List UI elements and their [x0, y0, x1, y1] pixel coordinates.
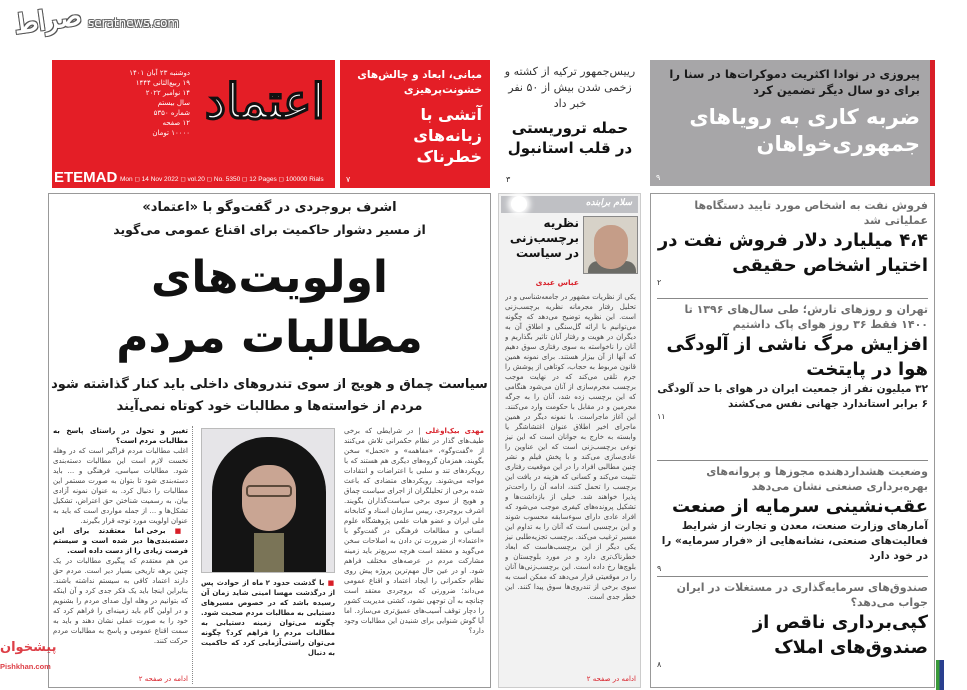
pishkhan-url: Pishkhan.com	[0, 662, 51, 671]
continued-link[interactable]: ادامه در صفحه ۲	[53, 672, 188, 684]
date-line: ۱۹ ربیع‌الثانی ۱۴۴۴	[135, 79, 190, 87]
story-industry[interactable]	[657, 464, 928, 574]
photo-head	[594, 225, 628, 269]
page-number: ۹	[657, 564, 662, 573]
photo-scarf	[254, 533, 284, 573]
article-author: مهدی بیک‌اوغلی	[425, 427, 484, 435]
teaser-headline: ضربه کاری به رویاهای جمهوری‌خواهان	[689, 105, 920, 156]
main-subhead-line-1: سیاست چماق و هویج از سوی تندروهای داخلی باید کنار گذاشته شود	[51, 377, 488, 392]
story-kicker: وضعیت هشداردهنده مجوزها و پروانه‌های بهره‌برداری صنعتی نشان می‌دهد	[706, 465, 928, 493]
page-number: ۱۱	[657, 412, 666, 421]
opinion-text: یکی از نظریات مشهور در جامعه‌شناسی و در تحلیل رفتار مجرمانه نظریه برچسب‌زنی است. این نظریه توضیح می‌دهد که چگونه می‌توانیم با ارائه گل‌سنگی و اطلاق آن به دیگران در هویت و رفتار آنان تاثیر بگذاریم و آنان را ناخواسته به سوی رفتاری سوق دهیم که آنها از آن بیزار هستند. برای نمونه همین قانون مربوط به حجاب، کوتاهی از پوشش را جرم تلقی می‌کند که در نهایت موجب برچسب مجرم‌سازی از آنان می‌شود هنگامی که این برچسب زده شد، آنان را به جرگه مجرمین و در مقابل با حکومت وارد می‌کنند. این آغاز ماجراست. با نمونه دیگر در همین ماجرای اخیر اطلاق عنوان اغتشاشگر یا وابسته به خارج به جوانان است که این نیز نوعی برچسب‌زنی است که این عناوین را عادی‌سازی می‌کند و با پخش فیلم و نشر چنین مطالبی افراد را در این موقعیت رفتاری تثبیت می‌کند و کسانی که هزینه در یافت این برچسب را تحمل کنند، ادامه آن را راحت‌تر پذیرا خواهند شد. خیلی از بازداشت‌ها و تشکیل پرونده‌های کیفری موجب می‌شود که افراد عادی دارای سوءسابقه محسوب شوند و این برچسبی است که آنان را به تداوم این مسیر ترغیب می‌کند. برچسب تجزیه‌طلبی نیز یکی دیگر از این برچسب‌هاست که ابعاد خطرناک‌تری دارد و در مورد بلوچستان و بلوچ‌ها رخ داده است. این برچسب‌زنی‌ها آنان را در موقعیتی قرار می‌دهد که ممکن است به سوی برخی از تندروی‌ها سوق پیدا کنند. این خطر جدی است.	[505, 293, 636, 601]
opinion-column[interactable]	[498, 193, 641, 688]
teaser-kicker: مبانی، ابعاد و چالش‌های خشونت‌پرهیزی	[357, 69, 482, 96]
page-number: ۳	[506, 175, 511, 184]
story-pollution[interactable]	[657, 302, 928, 422]
right-news-column	[650, 193, 935, 688]
question-text: برخی اما معتقدند برای این دسته‌بندی‌ها دیر شده است و سیستم فرصت زیادی را از دست داده است.	[53, 527, 188, 555]
main-headline	[49, 248, 490, 368]
issue-date-block	[114, 68, 190, 138]
main-kicker-1: اشرف بروجردی در گفت‌وگو با «اعتماد»	[142, 200, 397, 215]
story-headline: عقب‌نشینی سرمایه از صنعت	[671, 496, 928, 517]
bullet-icon: ■	[165, 527, 188, 535]
story-deck: ۳۲ میلیون نفر از جمعیت ایران در هوای با حد آلودگی ۶ برابر استاندارد جهانی نفس می‌کشند	[657, 383, 928, 410]
edge-color-accent	[936, 660, 944, 690]
teaser-headline: حمله تروریستی در قلب استانبول	[507, 119, 633, 157]
interviewee-photo	[201, 428, 335, 573]
story-oil[interactable]	[657, 198, 928, 288]
photo-question	[201, 578, 335, 682]
continued-link[interactable]: ادامه در صفحه ۲	[586, 675, 636, 683]
newspaper-title: اعتماد	[204, 74, 325, 130]
teaser-kicker: رییس‌جمهور ترکیه از کشته و زخمی شدن بیش از ۵۰ نفر خبر داد	[504, 65, 636, 110]
main-intro-column	[344, 426, 484, 684]
divider	[657, 576, 928, 577]
interview-flow	[53, 426, 188, 672]
page-number: ۷	[346, 175, 351, 184]
latin-title: ETEMAD	[54, 169, 118, 186]
separator: |	[413, 427, 421, 435]
interview-answer: من هم معتقدم که پیگیری مطالبات در یک چنین برهه تاریخی بسیار دیر است. مردم حق دارند اعتماد کافی به سیستم نداشته باشند. بنابراین اینجا باید یک فکر جدی کرد و آن اینکه که بتوانیم در وهله اول صدای مردم را بشنویم و در اولین گام باید زمینه‌ای را فراهم کرد که خود را به صورت عملی نشان دهند و باید به سمت اقناع عمومی و پاسخ به مطالبات مردم حرکت کنند.	[53, 557, 188, 645]
date-line: ۱۰۰۰۰ تومان	[152, 129, 190, 137]
pishkhan-watermark	[0, 640, 57, 690]
teaser-nevada[interactable]	[650, 60, 935, 186]
article-intro: در شرایطی که برخی طیف‌های گذار در نظام حکمرانی تلاش می‌کنند از «گفت‌وگو»، «مفاهمه» و «تحمل» سخن بگویند، همزمان گروه‌های دیگری هم هستند که با رویکردهای تند و سلبی با اعتراضات و انتقادات مواجه می‌شوند. رویکردهای متضادی که باعث شده برخی از تحلیلگران از اجرای سیاست چماق و هویج از سوی برخی سیاست‌گذاران بگویند. اشرف بروجردی، رییس سازمان اسناد و کتابخانه ملی ایران و عضو هیات علمی پژوهشگاه علوم انسانی و مطالعات فرهنگی در گفت‌وگو با «اعتماد» از ضرورت تن دادن به اصلاحات سخن می‌گوید و معتقد است هرچه سریع‌تر باید زمینه مشارکت مردم در عرصه‌های مختلف فراهم شود. او در عین حال مهم‌ترین پروژه پیش روی نظام حکمرانی را ایجاد اعتماد و اقناع عمومی می‌داند؛ ضرورتی که بروجردی معتقد است چنانچه به آن توجهی نشود، کشتی مدیریت کشور را دچار توقف آسیب‌های عمیق‌تری می‌سازد. اما آیا گوش شنوایی برای شنیدن این مطالبات وجود دارد؟	[344, 427, 484, 635]
teaser-istanbul[interactable]	[496, 60, 644, 188]
page-number: ۹	[656, 173, 661, 182]
main-kicker-2: از مسیر دشوار حاکمیت برای اقناع عمومی می‌گوید	[113, 222, 426, 237]
story-headline: ۴،۴ میلیارد دلار فروش نفت در اختیار اشخاص حقیقی	[657, 230, 928, 276]
main-subhead	[49, 374, 490, 418]
columnist-photo	[583, 216, 638, 274]
date-line: شماره ۵۳۵۰	[153, 109, 190, 117]
photo-face	[242, 465, 296, 531]
interview-column	[53, 426, 193, 684]
main-headline-line-2: مطالبات مردم	[116, 312, 423, 363]
question-text: با گذشت حدود ۲ ماه از حوادث پس از درگذشت مهسا امینی شاید زمان آن رسیده باشد که در خصوص مسیرهای دستیابی به مطالبات مردم صحبت شود. چگونه می‌توان زمینه دستیابی به مطالبات مردم را فراهم کرد؟ چگونه می‌توان راستی‌آزمایی کرد که حاکمیت به دنبال	[201, 579, 335, 657]
sun-icon	[511, 196, 527, 212]
story-headline: کپی‌برداری ناقص از صندوق‌های املاک	[752, 612, 928, 658]
story-kicker: صندوق‌های سرمایه‌گذاری در مستغلات در ایران جواب می‌دهد؟	[676, 581, 928, 609]
columnist-name: عباس عبدی	[535, 278, 579, 287]
pishkhan-logo: پیشخوان	[0, 640, 57, 655]
interview-answer: اغلب مطالبات مردم فراگیر است که در وهله نخست لازم است این مطالبات دسته‌بندی شود. مطالبات سیاسی، فرهنگی و ... باید دسته‌بندی شود تا بتوان به صورت مستمر این مطالبات را دنبال کرد. به عنوان نمونه آزادی بیان، به رسمیت شناختن حق اعتراض، تشکیل تشکل‌ها و ... از جمله مواردی است که باید به عنوان اولویت مورد توجه قرار بگیرند.	[53, 447, 188, 525]
teaser-headline: آتشی با زبانه‌های خطرناک	[413, 105, 482, 166]
page-number: ۸	[657, 660, 662, 669]
divider	[657, 460, 928, 461]
serat-logo: صراط	[12, 1, 84, 41]
interview-question: تغییر و تحول در راستای پاسخ به مطالبات مردم است؟	[53, 427, 188, 445]
seratnews-watermark	[8, 2, 208, 54]
story-realestate[interactable]	[657, 580, 928, 670]
page-number: ۲	[657, 278, 662, 287]
column-banner-label: سلام برابنده	[585, 198, 632, 208]
issue-meta-line: Mon ◻ 14 Nov 2022 ◻ vol.20 ◻ No. 5350 ◻ 12 Pages ◻ 100000 Rials	[120, 176, 324, 183]
teaser-kicker: پیروزی در نوادا اکثریت دموکرات‌ها در سنا را برای دو سال دیگر تضمین کرد	[669, 67, 920, 97]
date-line: ۱۲ صفحه	[162, 119, 190, 127]
story-deck: آمارهای وزارت صنعت، معدن و تجارت از شرایط فعالیت‌های صنعتی، نشانه‌هایی از «فرار سرمایه» را در خود دارد	[661, 520, 928, 562]
masthead	[52, 60, 335, 188]
divider	[657, 298, 928, 299]
story-headline: افزایش مرگ ناشی از آلودگی هوا در پایتخت	[666, 334, 928, 380]
opinion-title: نظریه برچسب‌زنی در سیاست	[509, 216, 579, 260]
story-kicker: فروش نفت به اشخاص مورد تایید دستگاه‌ها عملیاتی شد	[694, 199, 928, 227]
main-headline-line-1: اولویت‌های	[151, 252, 388, 303]
serat-url: seratnews.com	[88, 16, 180, 30]
opinion-flow	[505, 292, 636, 672]
story-kicker: تهران و روزهای تارش؛ طی سال‌های ۱۳۹۶ تا ۱۴۰۰ فقط ۳۶ روز هوای پاک داشتیم	[684, 303, 928, 331]
interview-question	[53, 526, 188, 556]
column-banner	[501, 196, 638, 213]
main-story[interactable]	[48, 193, 491, 688]
bullet-icon: ■	[324, 579, 335, 587]
teaser-violence[interactable]	[340, 60, 490, 188]
date-line: دوشنبه ۲۳ آبان ۱۴۰۱	[129, 69, 190, 77]
date-line: سال بیستم	[157, 99, 190, 107]
main-subhead-line-2: مردم از خواسته‌ها و مطالبات خود کوتاه نمی‌آیند	[116, 399, 423, 414]
date-line: ۱۴ نوامبر ۲۰۲۲	[145, 89, 190, 97]
photo-glasses	[246, 485, 292, 497]
opinion-body	[505, 292, 636, 684]
